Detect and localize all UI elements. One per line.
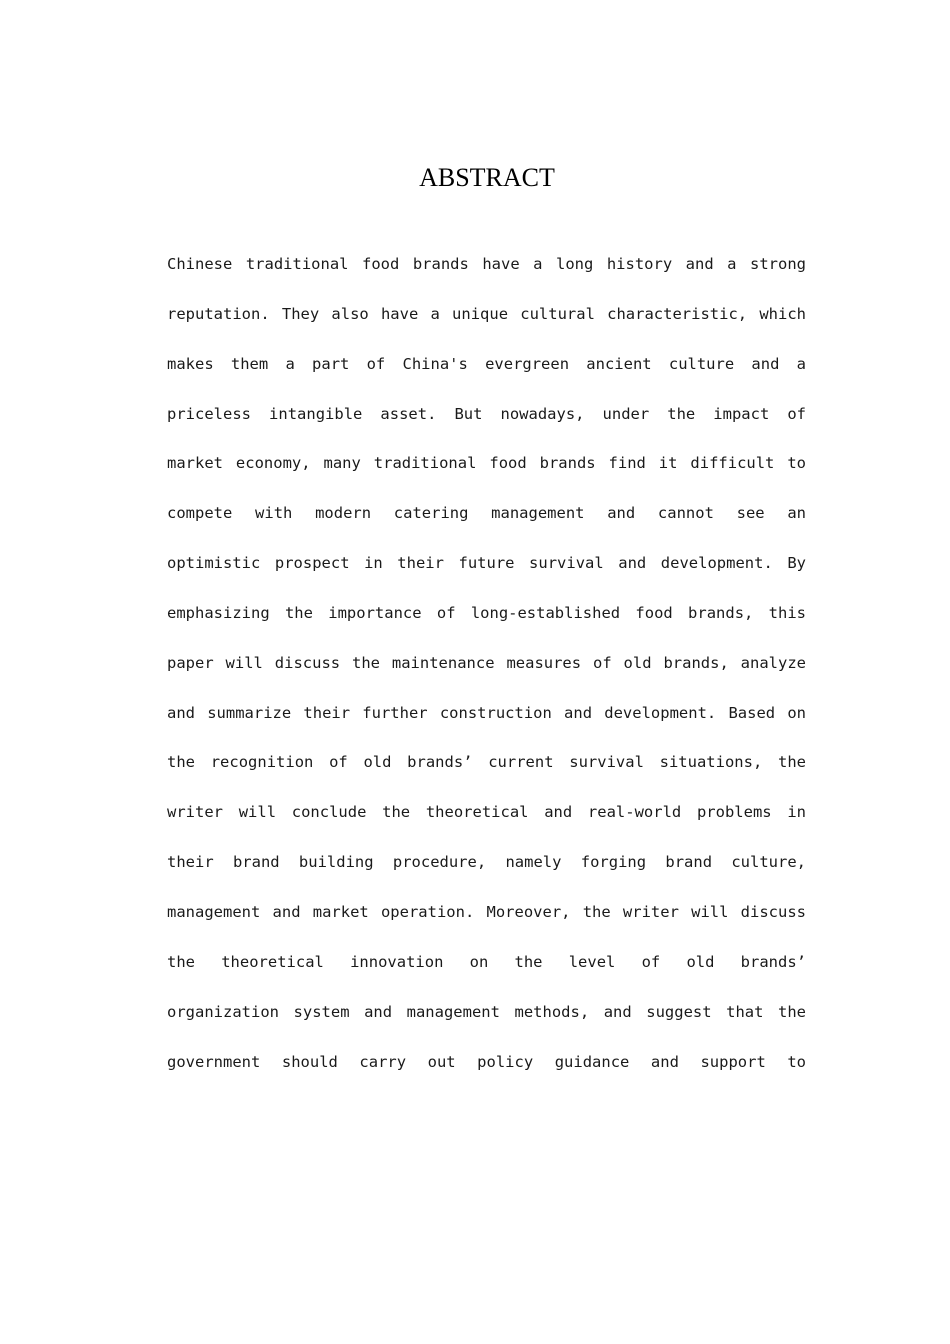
abstract-line: market economy, many traditional food brands find it difficult to: [167, 454, 806, 473]
abstract-line: writer will conclude the theoretical and real-world problems in: [167, 803, 806, 822]
abstract-line: the recognition of old brands’ current survival situations, the: [167, 753, 806, 772]
abstract-line: their brand building procedure, namely forging brand culture,: [167, 853, 806, 872]
abstract-line: priceless intangible asset. But nowadays, under the impact of: [167, 404, 806, 423]
abstract-line: management and market operation. Moreover, the writer will discuss: [167, 902, 806, 921]
abstract-line: compete with modern catering management and cannot see an: [167, 504, 806, 523]
abstract-line: and summarize their further construction and development. Based on: [167, 703, 806, 722]
abstract-line: Chinese traditional food brands have a long history and a strong: [167, 255, 806, 273]
abstract-line: makes them a part of China's evergreen ancient culture and a: [167, 354, 806, 373]
abstract-line: government should carry out policy guidance and support to: [167, 1052, 806, 1071]
abstract-line: emphasizing the importance of long-established food brands, this: [167, 603, 806, 622]
abstract-line: optimistic prospect in their future survival and development. By: [167, 554, 806, 573]
abstract-heading: ABSTRACT: [419, 163, 555, 192]
abstract-line: the theoretical innovation on the level of old brands’: [167, 952, 806, 971]
abstract-line: paper will discuss the maintenance measures of old brands, analyze: [167, 653, 806, 672]
abstract-line: reputation. They also have a unique cultural characteristic, which: [167, 304, 806, 323]
abstract-body: [167, 250, 806, 1097]
abstract-line: organization system and management methods, and suggest that the: [167, 1002, 806, 1021]
